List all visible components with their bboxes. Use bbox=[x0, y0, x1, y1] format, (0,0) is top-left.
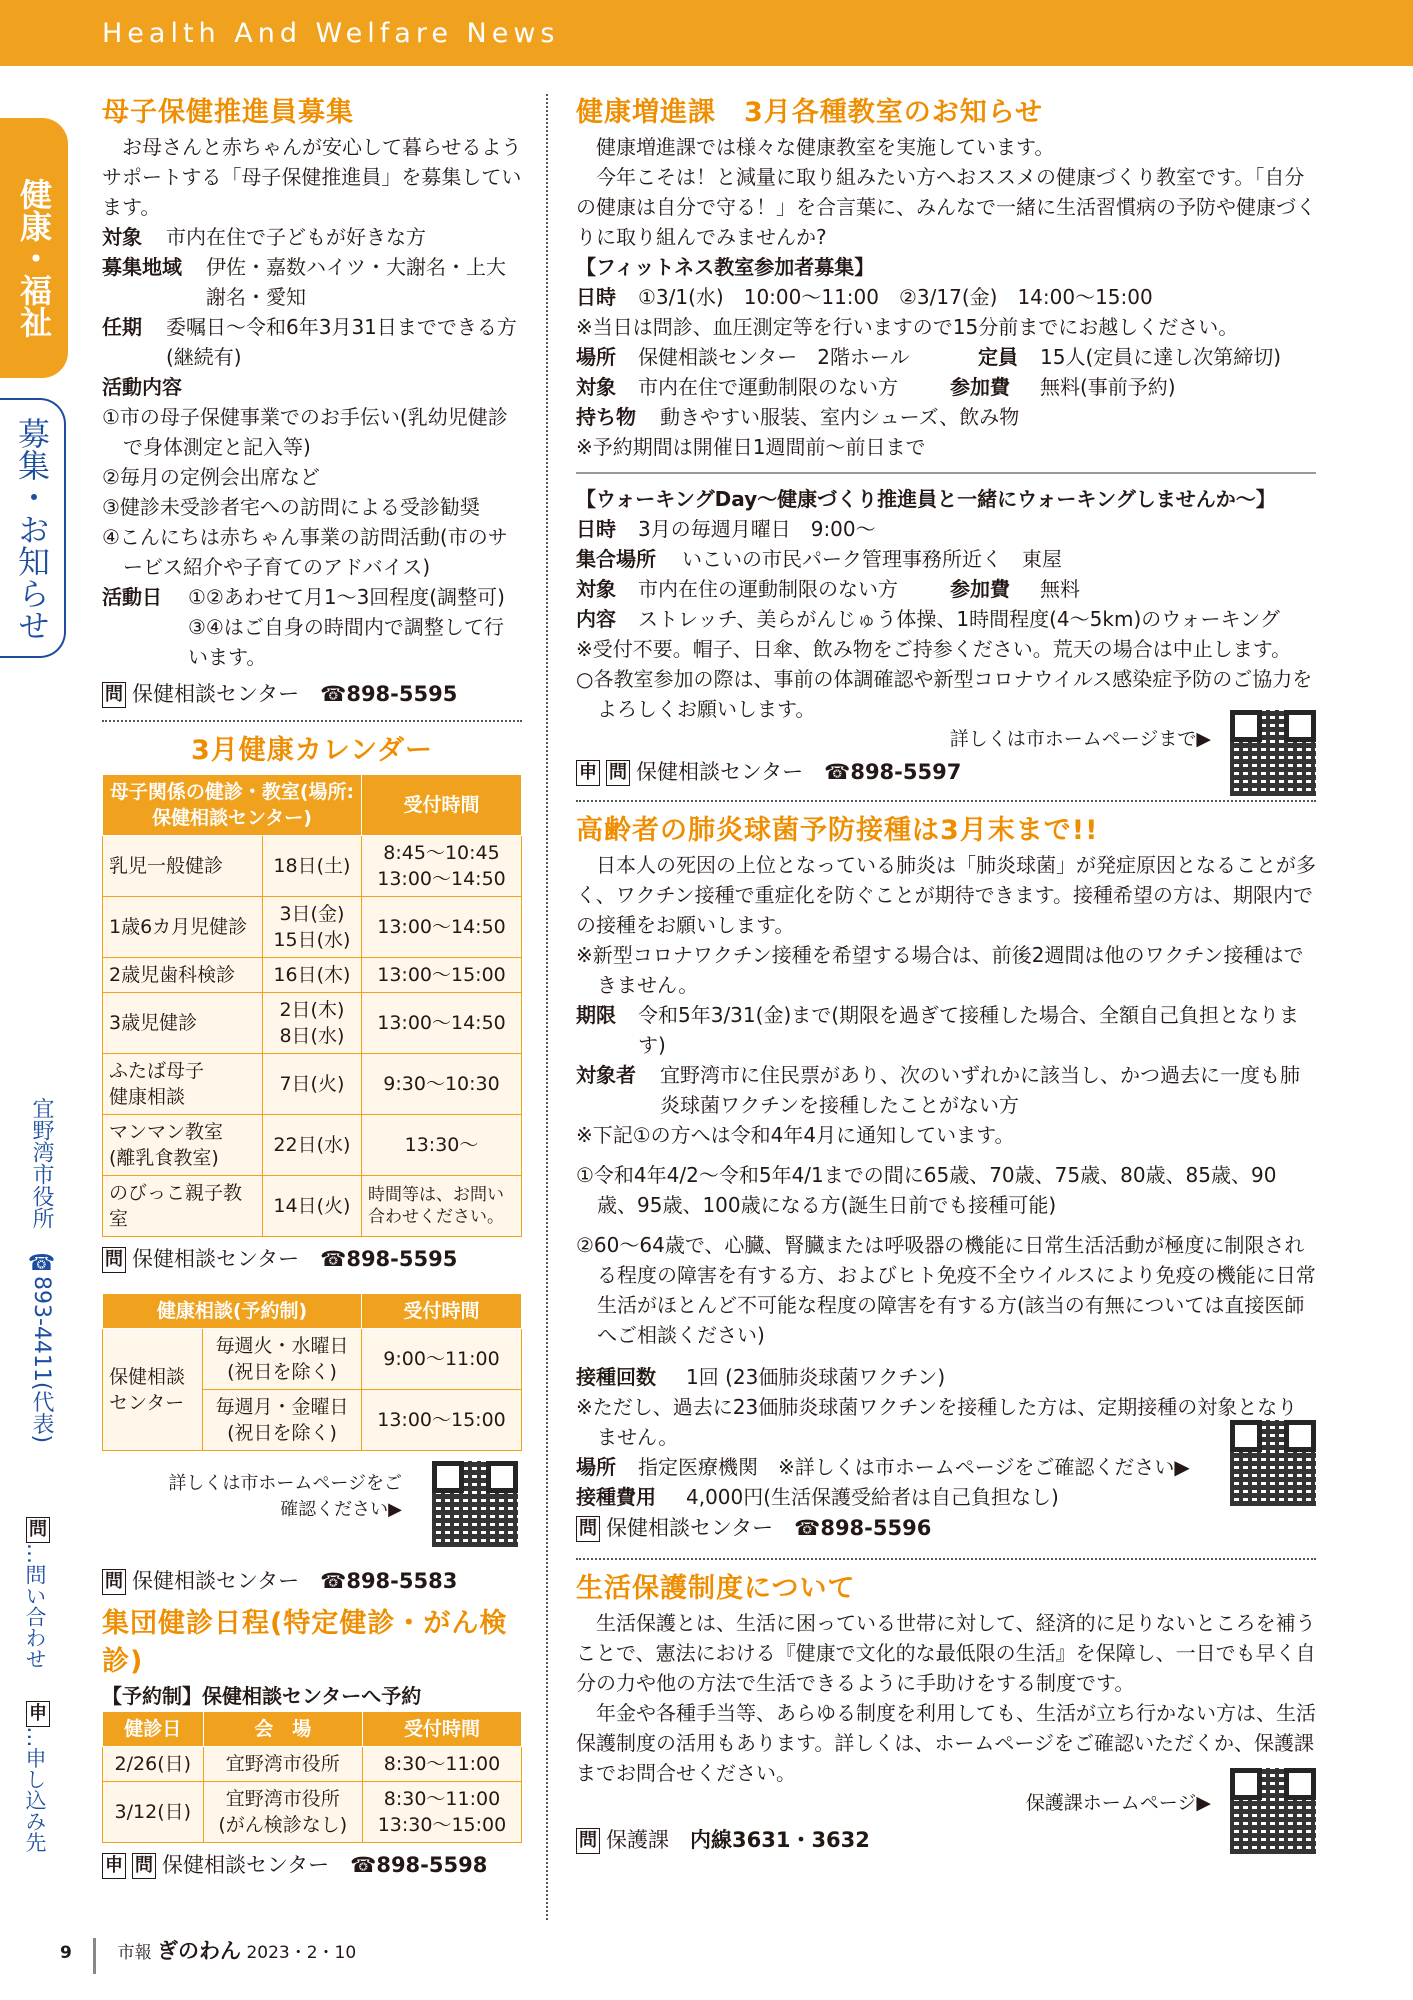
calendar-header-1: 母子関係の健診・教室(場所:保健相談センター) bbox=[103, 775, 362, 836]
side-rep: (代表) bbox=[29, 1381, 54, 1444]
soudan-contact bbox=[102, 1565, 522, 1597]
table-row bbox=[103, 993, 522, 1054]
footer-divider bbox=[93, 1938, 96, 1974]
table-row bbox=[103, 1176, 522, 1237]
cell-place: 宜野湾市役所 bbox=[203, 1747, 362, 1782]
boshi-contact-name: 保健相談センター bbox=[132, 682, 300, 706]
walk-note: ※受付不要。帽子、日傘、飲み物をご持参ください。荒天の場合は中止します。 bbox=[576, 637, 1292, 661]
tab-recruit-notice[interactable] bbox=[0, 398, 66, 658]
boshi-contact-tel[interactable]: ☎898-5595 bbox=[320, 682, 458, 706]
hogo-contact-tel[interactable]: 内線3631・3632 bbox=[690, 1828, 870, 1852]
zoushin-more bbox=[576, 724, 1316, 784]
hogo-more-link[interactable]: 保護課ホームページ▶ bbox=[1025, 1792, 1211, 1814]
boshi-term-label: 任期 bbox=[102, 315, 142, 339]
fit-target-value: 市内在住で運動制限のない方 bbox=[638, 375, 898, 399]
haien-note3: ※ただし、過去に23価肺炎球菌ワクチンを接種した方は、定期接種の対象となりません。 bbox=[576, 1395, 1298, 1449]
walk-date-value: 3月の毎週月曜日 9:00～ bbox=[638, 517, 876, 541]
tab-health-label: 健康・福祉 bbox=[15, 178, 53, 338]
toi-icon: 問 bbox=[132, 1853, 156, 1879]
haien-limit bbox=[576, 1000, 1316, 1060]
calendar-header-2: 受付時間 bbox=[362, 775, 522, 836]
haien-count-label: 接種回数 bbox=[576, 1365, 656, 1389]
qr-code-icon[interactable] bbox=[1230, 1420, 1316, 1506]
footer-brand-logo: ぎのわん bbox=[157, 1939, 242, 1963]
haien-count bbox=[576, 1362, 1316, 1392]
boshi-item-1: ①市の母子保健事業でのお手伝い(乳幼児健診で身体測定と記入等) bbox=[102, 405, 508, 459]
haien-contact bbox=[576, 1512, 1316, 1544]
zoushin-contact bbox=[576, 756, 961, 788]
boshi-intro: お母さんと赤ちゃんが安心して暮らせるようサポートする「母子保健推進員」を募集しています。 bbox=[102, 135, 522, 219]
toi-icon: 問 bbox=[102, 1569, 126, 1595]
cell-time: 13:00～15:00 bbox=[362, 958, 522, 993]
haien-place-value[interactable]: 指定医療機関 ※詳しくは市ホームページをご確認ください▶ bbox=[638, 1455, 1190, 1479]
table-row bbox=[103, 1115, 522, 1176]
cell-time: 13:00～14:50 bbox=[362, 993, 522, 1054]
boshi-day bbox=[102, 582, 522, 672]
tab-recruit-label: 募集・お知らせ bbox=[13, 417, 51, 641]
cell-time: 時間等は、お問い合わせください。 bbox=[362, 1176, 522, 1237]
fit-title: 【フィットネス教室参加者募集】 bbox=[576, 255, 875, 279]
haien-condition-2: ②60～64歳で、心臓、腎臓または呼吸器の機能に日常生活活動が極度に制限される程度の障害を有する方、およびヒト免疫不全ウイルスにより免疫の機能に日常生活がほとんど不可能な程度の障害を有する方(該当の有無については直接医師へご相談ください) bbox=[576, 1233, 1316, 1347]
haien-note1: ※新型コロナワクチン接種を希望する場合は、前後2週間は他のワクチン接種はできません。 bbox=[576, 943, 1304, 997]
haien-fee bbox=[576, 1482, 1316, 1512]
cell-date: 14日(火) bbox=[262, 1176, 361, 1237]
table-row bbox=[103, 1782, 522, 1843]
walk-target bbox=[576, 574, 1316, 604]
boshi-item-3: ③健診未受診者宅への訪問による受診勧奨 bbox=[102, 495, 480, 519]
fit-fee-value: 無料(事前予約) bbox=[1040, 375, 1176, 399]
haien-fee-value: 4,000円(生活保護受給者は自己負担なし) bbox=[686, 1485, 1059, 1509]
haien-p1: 日本人の死因の上位となっている肺炎は「肺炎球菌」が発症原因となることが多く、ワクチン接種で重症化を防ぐことが期待できます。接種希望の方は、期限内での接種をお願いします。 bbox=[576, 853, 1316, 937]
footer-pub: 市報 bbox=[117, 1943, 152, 1963]
moushi-icon: 申 bbox=[102, 1853, 126, 1879]
side-moushi-label: …申し込み先 bbox=[23, 1726, 47, 1853]
toi-icon: 問 bbox=[576, 1828, 600, 1854]
moushi-icon: 申 bbox=[576, 760, 600, 786]
cell-date: 2/26(日) bbox=[103, 1747, 204, 1782]
divider bbox=[576, 472, 1316, 474]
toi-icon: 問 bbox=[606, 760, 630, 786]
hogo-p1: 生活保護とは、生活に困っている世帯に対して、経済的に足りないところを補うことで、憲法における『健康で文化的な最低限の生活』を保障し、一日でも早く自分の力や他の方法で生活できるように手助けをする制度です。 bbox=[576, 1611, 1316, 1695]
hogo-p2: 年金や各種手当等、あらゆる制度を利用しても、生活が立ち行かない方は、生活保護制度の活用もあります。詳しくは、ホームページをご確認いただくか、保護課までお問合せください。 bbox=[576, 1701, 1316, 1785]
haien-target-value: 宜野湾市に住民票があり、次のいずれかに該当し、かつ過去に一度も肺炎球菌ワクチンを接種したことがない方 bbox=[660, 1063, 1300, 1117]
zoushin-contact-tel[interactable]: ☎898-5597 bbox=[824, 760, 962, 784]
side-legend bbox=[22, 1500, 56, 1870]
cell-day: 毎週火・水曜日 (祝日を除く) bbox=[203, 1329, 362, 1390]
soudan-header-2: 受付時間 bbox=[362, 1294, 522, 1329]
boshi-title: 母子保健推進員募集 bbox=[102, 97, 354, 128]
hogo-contact bbox=[576, 1824, 870, 1856]
cell-name: のびっこ親子教室 bbox=[103, 1176, 263, 1237]
kenshin-contact-tel[interactable]: ☎898-5598 bbox=[350, 1853, 488, 1877]
right-column bbox=[576, 94, 1316, 1858]
walk-place-value: いこいの市民パーク管理事務所近く 東屋 bbox=[682, 547, 1062, 571]
fit-target bbox=[576, 372, 1316, 402]
qr-code-icon[interactable] bbox=[1230, 1768, 1316, 1854]
left-column bbox=[102, 94, 522, 1881]
boshi-content-label: 活動内容 bbox=[102, 375, 182, 399]
zoushin-title: 健康増進課 3月各種教室のお知らせ bbox=[576, 97, 1043, 128]
divider bbox=[576, 1558, 1316, 1560]
fit-target-label: 対象 bbox=[576, 375, 616, 399]
hogo-contact-name: 保護課 bbox=[606, 1828, 669, 1852]
cell-date: 2日(木) 8日(水) bbox=[262, 993, 361, 1054]
cell-time: 13:30～ bbox=[362, 1115, 522, 1176]
haien-target-label: 対象者 bbox=[576, 1063, 636, 1087]
walk-fee-value: 無料 bbox=[1040, 577, 1080, 601]
cell-name: 2歳児歯科検診 bbox=[103, 958, 263, 993]
fit-items-label: 持ち物 bbox=[576, 405, 636, 429]
boshi-item-4: ④こんにちは赤ちゃん事業の訪問活動(市のサービス紹介や子育てのアドバイス) bbox=[102, 525, 508, 579]
soudan-contact-tel[interactable]: ☎898-5583 bbox=[320, 1569, 458, 1593]
cell-name: 乳児一般健診 bbox=[103, 836, 263, 897]
soudan-more bbox=[102, 1451, 522, 1559]
walk-date-label: 日時 bbox=[576, 517, 616, 541]
haien-condition-1: ①令和4年4/2～令和5年4/1までの間に65歳、70歳、75歳、80歳、85歳、90歳、95歳、100歳になる方(誕生日前でも接種可能) bbox=[576, 1163, 1277, 1217]
walk-content bbox=[576, 604, 1316, 634]
boshi-day-2: ③④はご自身の時間内で調整して行います。 bbox=[188, 615, 504, 669]
walk-target-label: 対象 bbox=[576, 577, 616, 601]
boshi-area-label: 募集地域 bbox=[102, 255, 182, 279]
qr-code-icon[interactable] bbox=[1230, 710, 1316, 796]
kenshin-sub: 【予約制】保健相談センターへ予約 bbox=[102, 1684, 422, 1708]
boshi-item-2: ②毎月の定例会出席など bbox=[102, 465, 320, 489]
fit-date-value: ①3/1(水) 10:00～11:00 ②3/17(金) 14:00～15:00 bbox=[638, 285, 1153, 309]
boshi-term bbox=[102, 312, 522, 372]
walk-fee-label: 参加費 bbox=[950, 577, 1010, 601]
cell-time: 8:30～11:00 13:30～15:00 bbox=[362, 1782, 521, 1843]
boshi-area-value: 伊佐・嘉数ハイツ・大謝名・上大謝名・愛知 bbox=[206, 255, 506, 309]
haien-target bbox=[576, 1060, 1316, 1120]
boshi-day-label: 活動日 bbox=[102, 585, 162, 609]
kenshin-header-time: 受付時間 bbox=[362, 1712, 521, 1747]
walk-place-label: 集合場所 bbox=[576, 547, 656, 571]
haien-title: 高齢者の肺炎球菌予防接種は3月末まで!! bbox=[576, 815, 1099, 846]
toi-icon: 問 bbox=[102, 1247, 126, 1273]
cell-time: 9:00～11:00 bbox=[362, 1329, 522, 1390]
cell-time: 13:00～14:50 bbox=[362, 897, 522, 958]
fit-cap-value: 15人(定員に達し次第締切) bbox=[1040, 345, 1282, 369]
walk-note2: ○各教室参加の際は、事前の体調確認や新型コロナウイルス感染症予防のご協力をよろしくお願いします。 bbox=[576, 667, 1313, 721]
calendar-table bbox=[102, 774, 522, 1237]
soudan-header-1: 健康相談(予約制) bbox=[103, 1294, 362, 1329]
side-toi-mark: 問 bbox=[26, 1517, 50, 1543]
walk-date bbox=[576, 514, 1316, 544]
header-bar bbox=[0, 0, 1413, 66]
cell-date: 18日(土) bbox=[262, 836, 361, 897]
calendar-contact bbox=[102, 1243, 522, 1275]
haien-place-label: 場所 bbox=[576, 1455, 616, 1479]
haien-fee-label: 接種費用 bbox=[576, 1485, 656, 1509]
cell-date: 3/12(日) bbox=[103, 1782, 204, 1843]
side-contact-info bbox=[22, 1070, 56, 1470]
cell-name: ふたば母子 健康相談 bbox=[103, 1054, 263, 1115]
boshi-term-value: 委嘱日～令和6年3月31日までできる方(継続有) bbox=[166, 315, 517, 369]
divider bbox=[576, 800, 1316, 802]
zoushin-p1: 健康増進課では様々な健康教室を実施しています。 bbox=[596, 135, 1055, 159]
cell-name: マンマン教室 (離乳食教室) bbox=[103, 1115, 263, 1176]
haien-limit-value: 令和5年3/31(金)まで(期限を過ぎて接種した場合、全額自己負担となります) bbox=[638, 1003, 1300, 1057]
cell-date: 3日(金) 15日(水) bbox=[262, 897, 361, 958]
cell-place: 保健相談センター bbox=[103, 1329, 203, 1451]
zoushin-contact-name: 保健相談センター bbox=[636, 760, 804, 784]
fit-place-value: 保健相談センター 2階ホール bbox=[638, 345, 910, 369]
fit-items-value: 動きやすい服装、室内シューズ、飲み物 bbox=[660, 405, 1020, 429]
cell-name: 3歳児健診 bbox=[103, 993, 263, 1054]
kenshin-contact-name: 保健相談センター bbox=[162, 1853, 330, 1877]
fit-items bbox=[576, 402, 1316, 432]
walk-title: 【ウォーキングDay～健康づくり推進員と一緒にウォーキングしませんか～】 bbox=[576, 487, 1276, 511]
fit-date bbox=[576, 282, 1316, 312]
cell-time: 8:30～11:00 bbox=[362, 1747, 521, 1782]
kenshin-contact bbox=[102, 1849, 522, 1881]
table-row bbox=[103, 1054, 522, 1115]
tab-health-welfare[interactable] bbox=[0, 118, 68, 378]
cell-date: 7日(火) bbox=[262, 1054, 361, 1115]
boshi-area bbox=[102, 252, 522, 312]
hogo-more bbox=[576, 1788, 1316, 1858]
zoushin-more-link[interactable]: 詳しくは市ホームページまで▶ bbox=[949, 728, 1211, 750]
haien-note2: ※下記①の方へは令和4年4月に通知しています。 bbox=[576, 1123, 1015, 1147]
kenshin-header-date: 健診日 bbox=[103, 1712, 204, 1747]
fit-place bbox=[576, 342, 1316, 372]
qr-code-icon[interactable] bbox=[432, 1461, 518, 1547]
cell-name: 1歳6カ月児健診 bbox=[103, 897, 263, 958]
cell-day: 毎週月・金曜日 (祝日を除く) bbox=[203, 1390, 362, 1451]
soudan-contact-name: 保健相談センター bbox=[132, 1569, 300, 1593]
boshi-contact bbox=[102, 678, 522, 710]
kenshin-header-place: 会 場 bbox=[203, 1712, 362, 1747]
haien-contact-row bbox=[576, 1512, 1316, 1548]
fit-date-label: 日時 bbox=[576, 285, 616, 309]
column-divider bbox=[546, 94, 548, 1920]
fit-cap-label: 定員 bbox=[978, 345, 1018, 369]
fit-fee-label: 参加費 bbox=[950, 375, 1010, 399]
cell-date: 16日(木) bbox=[262, 958, 361, 993]
boshi-target-label: 対象 bbox=[102, 225, 142, 249]
walk-content-label: 内容 bbox=[576, 607, 616, 631]
footer-date: 2023・2・10 bbox=[246, 1943, 357, 1963]
table-row bbox=[103, 958, 522, 993]
fit-place-label: 場所 bbox=[576, 345, 616, 369]
fit-note: ※当日は問診、血圧測定等を行いますので15分前までにお越しください。 bbox=[576, 315, 1239, 339]
side-toi-label: …問い合わせ bbox=[23, 1543, 47, 1670]
haien-place bbox=[576, 1452, 1216, 1482]
boshi-target bbox=[102, 222, 522, 252]
calendar-title: 3月健康カレンダー bbox=[190, 735, 434, 766]
walk-content-value: ストレッチ、美らがんじゅう体操、1時間程度(4～5km)のウォーキング bbox=[638, 607, 1280, 631]
walk-place bbox=[576, 544, 1316, 574]
table-row bbox=[103, 897, 522, 958]
calendar-contact-name: 保健相談センター bbox=[132, 1247, 300, 1271]
page-number: 9 bbox=[60, 1943, 72, 1963]
fit-note2: ※予約期間は開催日1週間前～前日まで bbox=[576, 435, 926, 459]
table-row bbox=[103, 1329, 522, 1390]
soudan-more-link[interactable]: 詳しくは市ホームページをご確認ください▶ bbox=[168, 1473, 402, 1520]
side-moushi-mark: 申 bbox=[26, 1701, 50, 1727]
zoushin-p2: 今年こそは！と減量に取り組みたい方へおススメの健康づくり教室です。「自分の健康は自分で守る！」を合言葉に、みんなで一緒に生活習慣病の予防や健康づくりに取り組んでみませんか? bbox=[576, 165, 1316, 249]
cell-time: 8:45～10:45 13:00～14:50 bbox=[362, 836, 522, 897]
table-row bbox=[103, 1747, 522, 1782]
toi-icon: 問 bbox=[102, 682, 126, 708]
footer bbox=[60, 1938, 356, 1964]
cell-time: 9:30～10:30 bbox=[362, 1054, 522, 1115]
cell-place: 宜野湾市役所 (がん検診なし) bbox=[203, 1782, 362, 1843]
haien-contact-tel[interactable]: ☎898-5596 bbox=[794, 1516, 932, 1540]
cell-time: 13:00～15:00 bbox=[362, 1390, 522, 1451]
boshi-day-1: ①②あわせて月1～3回程度(調整可) bbox=[188, 585, 505, 609]
calendar-contact-tel[interactable]: ☎898-5595 bbox=[320, 1247, 458, 1271]
kenshin-title: 集団健診日程(特定健診・がん検診) bbox=[102, 1608, 508, 1677]
soudan-table bbox=[102, 1293, 522, 1451]
side-tel: ☎893-4411 bbox=[29, 1250, 54, 1382]
haien-count-value: 1回 (23価肺炎球菌ワクチン) bbox=[686, 1365, 946, 1389]
kenshin-table bbox=[102, 1711, 522, 1843]
hogo-title: 生活保護制度について bbox=[576, 1573, 856, 1604]
side-office: 宜野湾市役所 bbox=[29, 1096, 54, 1229]
walk-target-value: 市内在住の運動制限のない方 bbox=[638, 577, 898, 601]
haien-contact-name: 保健相談センター bbox=[606, 1516, 774, 1540]
header-title: Health And Welfare News bbox=[102, 18, 560, 49]
divider bbox=[102, 720, 522, 722]
cell-date: 22日(水) bbox=[262, 1115, 361, 1176]
haien-limit-label: 期限 bbox=[576, 1003, 616, 1027]
boshi-target-value: 市内在住で子どもが好きな方 bbox=[166, 225, 426, 249]
table-row bbox=[103, 836, 522, 897]
toi-icon: 問 bbox=[576, 1516, 600, 1542]
